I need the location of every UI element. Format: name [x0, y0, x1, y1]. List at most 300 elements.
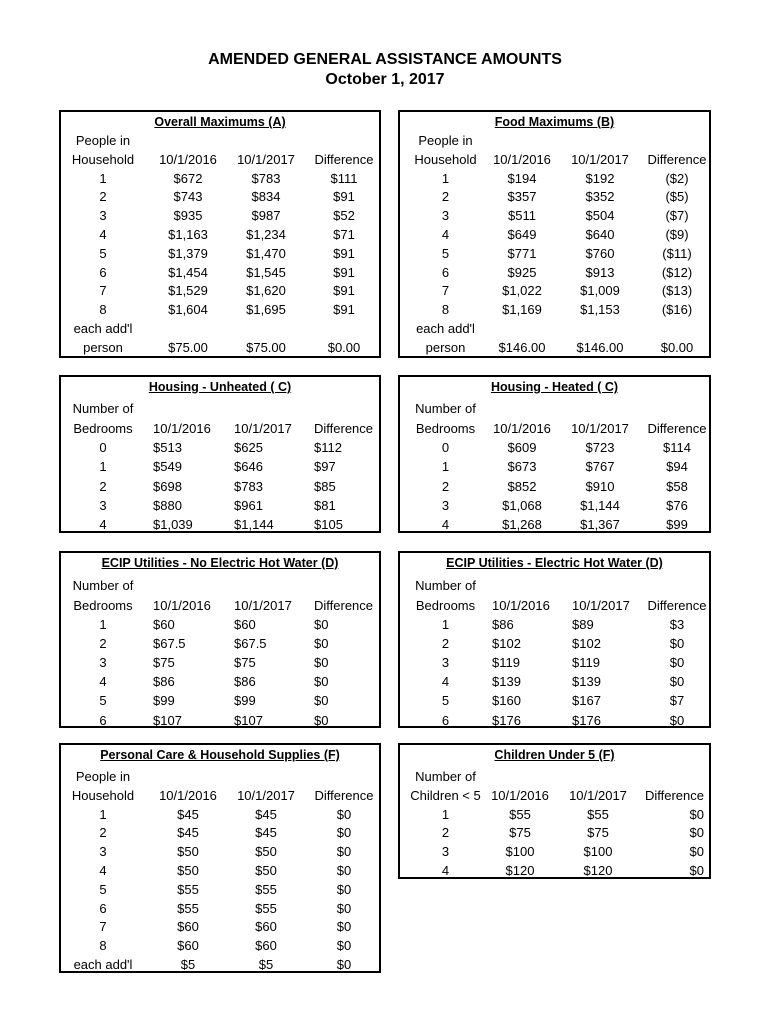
cell-col-0: 2	[441, 189, 450, 205]
table-row	[400, 843, 709, 860]
cell-col-2: $45	[255, 825, 277, 841]
header-2-col-3: Difference	[314, 597, 374, 613]
table-row	[400, 616, 709, 633]
cell-col-2: $1,545	[246, 264, 286, 280]
cell-col-0: 7	[99, 919, 107, 935]
cell-col-0: person	[425, 339, 466, 355]
cell-col-0: person	[83, 339, 123, 355]
cell-col-2: $167	[572, 693, 601, 709]
table-row	[400, 458, 709, 475]
table-title: ECIP Utilities - Electric Hot Water (D)	[446, 556, 663, 570]
cell-col-1: $1,604	[168, 302, 208, 318]
table-row	[400, 824, 709, 841]
page-subtitle: October 1, 2017	[325, 71, 445, 88]
cell-col-3: $7	[669, 693, 685, 709]
cell-col-0: 5	[441, 693, 450, 709]
header-2-col-0: Bedrooms	[73, 420, 133, 436]
ecip-electric-table	[398, 551, 711, 728]
cell-col-3: $0	[314, 636, 329, 652]
cell-col-3: $0	[336, 863, 352, 878]
cell-col-2: $120	[583, 863, 613, 878]
cell-col-2: $1,153	[580, 302, 620, 318]
table-header-line-1	[61, 577, 379, 594]
table-header-line-1	[400, 400, 709, 417]
cell-col-1: $357	[507, 189, 537, 205]
cell-col-0: each add'l	[416, 321, 475, 336]
cell-col-3: $91	[333, 264, 355, 280]
cell-col-0: 3	[441, 655, 450, 671]
cell-col-3: $114	[663, 440, 691, 455]
cell-col-2: $107	[234, 712, 263, 728]
cell-col-3: ($9)	[665, 227, 689, 242]
table-row	[61, 439, 379, 456]
cell-col-0: 3	[441, 208, 450, 224]
cell-col-2: $50	[255, 844, 277, 860]
cell-col-3: $99	[666, 517, 688, 533]
cell-col-1: $102	[492, 636, 521, 652]
housing-unheated-table	[59, 375, 381, 533]
cell-col-1: $194	[507, 170, 537, 186]
header-2-col-3: Difference	[647, 151, 707, 167]
cell-col-1: $1,039	[153, 517, 193, 533]
cell-col-0: 6	[99, 900, 107, 916]
cell-col-0: 6	[99, 264, 107, 280]
table-row	[400, 301, 709, 318]
food-maximums-table	[398, 110, 711, 358]
cell-col-1: $60	[177, 938, 199, 954]
cell-col-1: $55	[509, 806, 531, 822]
cell-col-2: $67.5	[234, 636, 267, 652]
header-2-col-2: 10/1/2017	[569, 787, 627, 803]
cell-col-0: 1	[99, 617, 107, 632]
cell-col-2: $625	[234, 440, 263, 455]
cell-col-1: $99	[153, 693, 175, 709]
cell-col-2: $5	[258, 957, 274, 972]
cell-col-0: 2	[441, 636, 450, 652]
table-row	[61, 862, 379, 879]
cell-col-3: $0	[336, 957, 352, 972]
cell-col-2: $834	[251, 189, 281, 205]
cell-col-0: 8	[99, 302, 107, 318]
table-row	[400, 282, 709, 299]
cell-col-2: $102	[572, 636, 601, 652]
table-row	[400, 320, 709, 337]
table-row	[61, 516, 379, 533]
cell-col-3: ($13)	[661, 283, 693, 299]
table-header-line-1	[61, 132, 379, 149]
header-2-col-3: Difference	[314, 787, 374, 803]
cell-col-3: ($7)	[665, 208, 689, 224]
cell-col-2: $45	[255, 806, 277, 822]
header-2-col-3: Difference	[314, 151, 374, 167]
cell-col-1: $852	[507, 478, 537, 494]
cell-col-3: $0	[314, 617, 329, 632]
cell-col-3: $0	[669, 655, 685, 671]
cell-col-0: 3	[441, 844, 450, 860]
table-row	[400, 635, 709, 652]
header-2-col-3: Difference	[647, 597, 707, 613]
cell-col-3: $81	[314, 497, 336, 513]
cell-col-2: $910	[585, 478, 615, 494]
header-2-col-3: Difference	[314, 420, 374, 436]
cell-col-1: $549	[153, 459, 182, 475]
cell-col-0: 0	[441, 440, 450, 455]
header-2-col-0: Bedrooms	[415, 597, 476, 613]
cell-col-1: $86	[492, 617, 514, 632]
header-1-col-0: Number of	[72, 578, 134, 593]
cell-col-0: 6	[441, 264, 450, 280]
header-1-col-0: People in	[75, 133, 131, 148]
cell-col-3: $0	[689, 825, 704, 841]
cell-col-0: 3	[99, 844, 107, 860]
table-header-line-2	[400, 420, 709, 437]
header-2-col-3: Difference	[647, 420, 707, 436]
table-row	[61, 881, 379, 898]
header-2-col-0: Bedrooms	[73, 597, 133, 613]
cell-col-1: $55	[177, 881, 199, 897]
children-under-5-table	[398, 743, 711, 879]
cell-col-3: $58	[666, 478, 688, 494]
cell-col-1: $55	[177, 900, 199, 916]
header-1-col-0: Number of	[415, 578, 476, 593]
cell-col-3: $91	[333, 189, 355, 205]
table-row	[61, 497, 379, 514]
cell-col-3: $0	[336, 938, 352, 954]
cell-col-3: $0	[669, 712, 685, 728]
header-2-col-2: 10/1/2017	[234, 420, 292, 436]
cell-col-2: $1,695	[246, 302, 286, 318]
cell-col-2: $139	[572, 674, 601, 690]
table-row	[400, 264, 709, 281]
cell-col-2: $640	[585, 227, 615, 242]
cell-col-0: 7	[99, 283, 107, 299]
table-row	[61, 806, 379, 823]
header-2-col-2: 10/1/2017	[572, 597, 630, 613]
cell-col-3: $76	[666, 497, 688, 513]
cell-col-0: 8	[99, 938, 107, 954]
cell-col-2: $1,144	[580, 497, 620, 513]
cell-col-0: 8	[441, 302, 450, 318]
cell-col-1: $120	[505, 863, 535, 878]
cell-col-3: $111	[330, 170, 358, 186]
cell-col-3: $91	[333, 283, 355, 299]
cell-col-0: 4	[99, 863, 107, 878]
cell-col-3: ($5)	[665, 189, 689, 205]
cell-col-1: $119	[492, 655, 520, 671]
cell-col-0: 4	[441, 517, 450, 533]
table-row	[61, 635, 379, 652]
table-row	[61, 320, 379, 337]
header-2-col-0: Bedrooms	[415, 420, 476, 436]
table-header-line-2	[61, 597, 379, 614]
cell-col-1: $45	[177, 806, 199, 822]
cell-col-2: $89	[572, 617, 594, 632]
cell-col-0: 4	[441, 674, 450, 690]
cell-col-2: $99	[234, 693, 256, 709]
cell-col-1: $1,022	[502, 283, 542, 299]
cell-col-2: $55	[255, 900, 277, 916]
cell-col-0: 7	[441, 283, 450, 299]
table-row	[400, 439, 709, 456]
cell-col-2: $75	[234, 655, 256, 671]
cell-col-3: $0	[314, 655, 329, 671]
cell-col-3: $71	[333, 227, 355, 242]
page-title: AMENDED GENERAL ASSISTANCE AMOUNTS	[208, 51, 562, 68]
cell-col-3: $0.00	[327, 339, 361, 355]
table-header-line-1	[400, 132, 709, 149]
cell-col-1: $698	[153, 478, 182, 494]
cell-col-2: $783	[234, 478, 263, 494]
table-title: ECIP Utilities - No Electric Hot Water (D)	[101, 556, 339, 570]
cell-col-3: $0	[336, 900, 352, 916]
cell-col-0: 2	[99, 478, 107, 494]
header-2-col-1: 10/1/2016	[493, 420, 551, 436]
header-1-col-0: People in	[75, 769, 131, 784]
table-row	[61, 956, 379, 973]
cell-col-0: 4	[99, 227, 107, 242]
cell-col-3: $0	[336, 881, 352, 897]
cell-col-1: $139	[492, 674, 521, 690]
cell-col-1: $1,068	[502, 497, 542, 513]
cell-col-3: $0	[669, 674, 685, 690]
table-row	[61, 282, 379, 299]
table-row	[400, 170, 709, 187]
cell-col-3: $0	[669, 636, 685, 652]
header-2-col-1: 10/1/2016	[153, 597, 211, 613]
cell-col-2: $723	[585, 440, 615, 455]
header-2-col-0: Household	[71, 787, 135, 803]
cell-col-0: 1	[441, 459, 450, 475]
table-header-line-2	[61, 151, 379, 168]
header-2-col-1: 10/1/2016	[491, 787, 549, 803]
cell-col-1: $925	[507, 264, 537, 280]
cell-col-0: 5	[99, 881, 107, 897]
table-row	[61, 937, 379, 954]
cell-col-2: $1,009	[580, 283, 620, 299]
cell-col-1: $60	[177, 919, 199, 935]
table-row	[400, 478, 709, 495]
cell-col-1: $86	[153, 674, 175, 690]
cell-col-0: 3	[99, 208, 107, 224]
header-2-col-0: Household	[71, 151, 135, 167]
cell-col-3: ($16)	[661, 302, 693, 318]
cell-col-1: $75	[153, 655, 175, 671]
cell-col-0: each add'l	[73, 957, 133, 972]
header-2-col-1: 10/1/2016	[159, 787, 217, 803]
table-row	[61, 673, 379, 690]
cell-col-3: $0	[689, 806, 704, 822]
header-2-col-2: 10/1/2017	[571, 420, 629, 436]
header-1-col-0: Number of	[415, 769, 476, 784]
table-header-line-1	[400, 577, 709, 594]
cell-col-1: $176	[492, 712, 521, 728]
cell-col-2: $783	[251, 170, 281, 186]
cell-col-0: 5	[99, 245, 107, 261]
cell-col-2: $961	[234, 497, 263, 513]
cell-col-1: $50	[177, 863, 199, 878]
header-2-col-3: Difference	[644, 787, 704, 803]
cell-col-0: 5	[441, 245, 450, 261]
table-title: Overall Maximums (A)	[154, 115, 286, 129]
table-row	[400, 207, 709, 224]
cell-col-2: $60	[255, 919, 277, 935]
cell-col-1: $673	[507, 459, 537, 475]
table-header-line-1	[61, 768, 379, 785]
cell-col-1: $1,379	[168, 245, 208, 261]
cell-col-2: $352	[585, 189, 615, 205]
header-2-col-2: 10/1/2017	[237, 151, 295, 167]
cell-col-3: $0	[336, 806, 352, 822]
table-header-line-1	[400, 768, 709, 785]
cell-col-0: 5	[99, 693, 107, 709]
cell-col-1: $75	[509, 825, 531, 841]
cell-col-0: 3	[441, 497, 450, 513]
table-row	[61, 712, 379, 729]
table-row	[61, 478, 379, 495]
cell-col-0: 2	[99, 189, 107, 205]
header-2-col-1: 10/1/2016	[492, 597, 550, 613]
cell-col-1: $1,454	[168, 264, 208, 280]
header-1-col-0: Number of	[415, 401, 476, 416]
table-row	[400, 339, 709, 356]
ecip-no-electric-table	[59, 551, 381, 728]
table-row	[400, 516, 709, 533]
cell-col-0: 2	[441, 478, 450, 494]
cell-col-0: 4	[99, 517, 107, 533]
cell-col-2: $176	[572, 712, 601, 728]
cell-col-0: 1	[441, 617, 450, 632]
cell-col-2: $146.00	[576, 339, 624, 355]
cell-col-2: $50	[255, 863, 277, 878]
table-title: Children Under 5 (F)	[494, 748, 615, 762]
cell-col-3: $0	[336, 825, 352, 841]
cell-col-0: 3	[99, 497, 107, 513]
cell-col-1: $45	[177, 825, 199, 841]
table-row	[61, 170, 379, 187]
cell-col-3: $0	[336, 844, 352, 860]
cell-col-2: $1,367	[580, 517, 620, 533]
cell-col-2: $60	[234, 617, 256, 632]
cell-col-2: $760	[585, 245, 615, 261]
cell-col-3: $0.00	[660, 339, 694, 355]
table-row	[400, 245, 709, 262]
table-header-line-2	[400, 597, 709, 614]
cell-col-3: ($12)	[661, 264, 693, 280]
table-row	[61, 918, 379, 935]
cell-col-2: $1,470	[246, 245, 286, 261]
cell-col-0: 4	[441, 863, 450, 878]
cell-col-0: 1	[441, 170, 450, 186]
cell-col-0: 0	[99, 440, 107, 455]
cell-col-3: $91	[333, 245, 355, 261]
cell-col-2: $119	[572, 655, 600, 671]
cell-col-3: $105	[314, 517, 343, 533]
cell-col-2: $86	[234, 674, 256, 690]
cell-col-3: $0	[314, 674, 329, 690]
table-row	[400, 654, 709, 671]
cell-col-3: $91	[333, 302, 355, 318]
cell-col-2: $913	[585, 264, 615, 280]
table-row	[61, 843, 379, 860]
table-title: Housing - Heated ( C)	[490, 380, 619, 394]
table-header-line-2	[61, 420, 379, 437]
cell-col-0: each add'l	[73, 321, 133, 336]
header-2-col-2: 10/1/2017	[571, 151, 629, 167]
cell-col-1: $160	[492, 693, 521, 709]
cell-col-0: 6	[99, 712, 107, 728]
table-row	[61, 188, 379, 205]
table-row	[400, 692, 709, 709]
cell-col-0: 6	[441, 712, 450, 728]
cell-col-2: $55	[255, 881, 277, 897]
cell-col-0: 3	[99, 655, 107, 671]
cell-col-0: 4	[441, 227, 450, 242]
cell-col-0: 1	[441, 806, 450, 822]
cell-col-3: $94	[666, 459, 688, 475]
personal-care-table	[59, 743, 381, 973]
cell-col-3: ($2)	[665, 170, 689, 186]
cell-col-3: $0	[689, 844, 704, 860]
header-2-col-0: Children < 5	[410, 787, 481, 803]
cell-col-2: $75	[587, 825, 609, 841]
header-2-col-1: 10/1/2016	[159, 151, 217, 167]
cell-col-0: 2	[99, 636, 107, 652]
table-row	[61, 654, 379, 671]
cell-col-0: 1	[99, 806, 107, 822]
table-row	[61, 301, 379, 318]
cell-col-2: $192	[585, 170, 615, 186]
cell-col-1: $935	[173, 208, 203, 224]
cell-col-1: $100	[505, 844, 535, 860]
cell-col-0: 1	[99, 170, 107, 186]
cell-col-3: $0	[336, 919, 352, 935]
cell-col-3: $85	[314, 478, 336, 494]
table-header-line-2	[61, 787, 379, 804]
cell-col-1: $107	[153, 712, 182, 728]
table-header-line-2	[400, 787, 709, 804]
table-row	[61, 264, 379, 281]
cell-col-1: $1,163	[168, 227, 208, 242]
table-header-line-1	[61, 400, 379, 417]
cell-col-0: 2	[99, 825, 107, 841]
table-row	[400, 862, 709, 879]
cell-col-2: $646	[234, 459, 263, 475]
cell-col-2: $60	[255, 938, 277, 954]
table-title: Personal Care & Household Supplies (F)	[100, 748, 340, 762]
table-row	[61, 207, 379, 224]
cell-col-1: $672	[173, 170, 203, 186]
table-row	[61, 339, 379, 356]
cell-col-2: $100	[583, 844, 613, 860]
cell-col-3: $0	[689, 863, 704, 878]
cell-col-2: $1,144	[234, 517, 274, 533]
cell-col-3: $112	[314, 440, 342, 455]
housing-heated-table	[398, 375, 711, 533]
cell-col-0: 1	[99, 459, 107, 475]
cell-col-1: $511	[508, 208, 536, 224]
table-row	[400, 673, 709, 690]
table-row	[61, 245, 379, 262]
cell-col-3: $0	[314, 693, 329, 709]
header-1-col-0: Number of	[72, 401, 134, 416]
table-title: Food Maximums (B)	[494, 115, 615, 129]
cell-col-2: $504	[585, 208, 615, 224]
cell-col-2: $55	[587, 806, 609, 822]
cell-col-1: $743	[173, 189, 203, 205]
cell-col-1: $5	[180, 957, 196, 972]
cell-col-0: 2	[441, 825, 450, 841]
cell-col-2: $767	[585, 459, 615, 475]
